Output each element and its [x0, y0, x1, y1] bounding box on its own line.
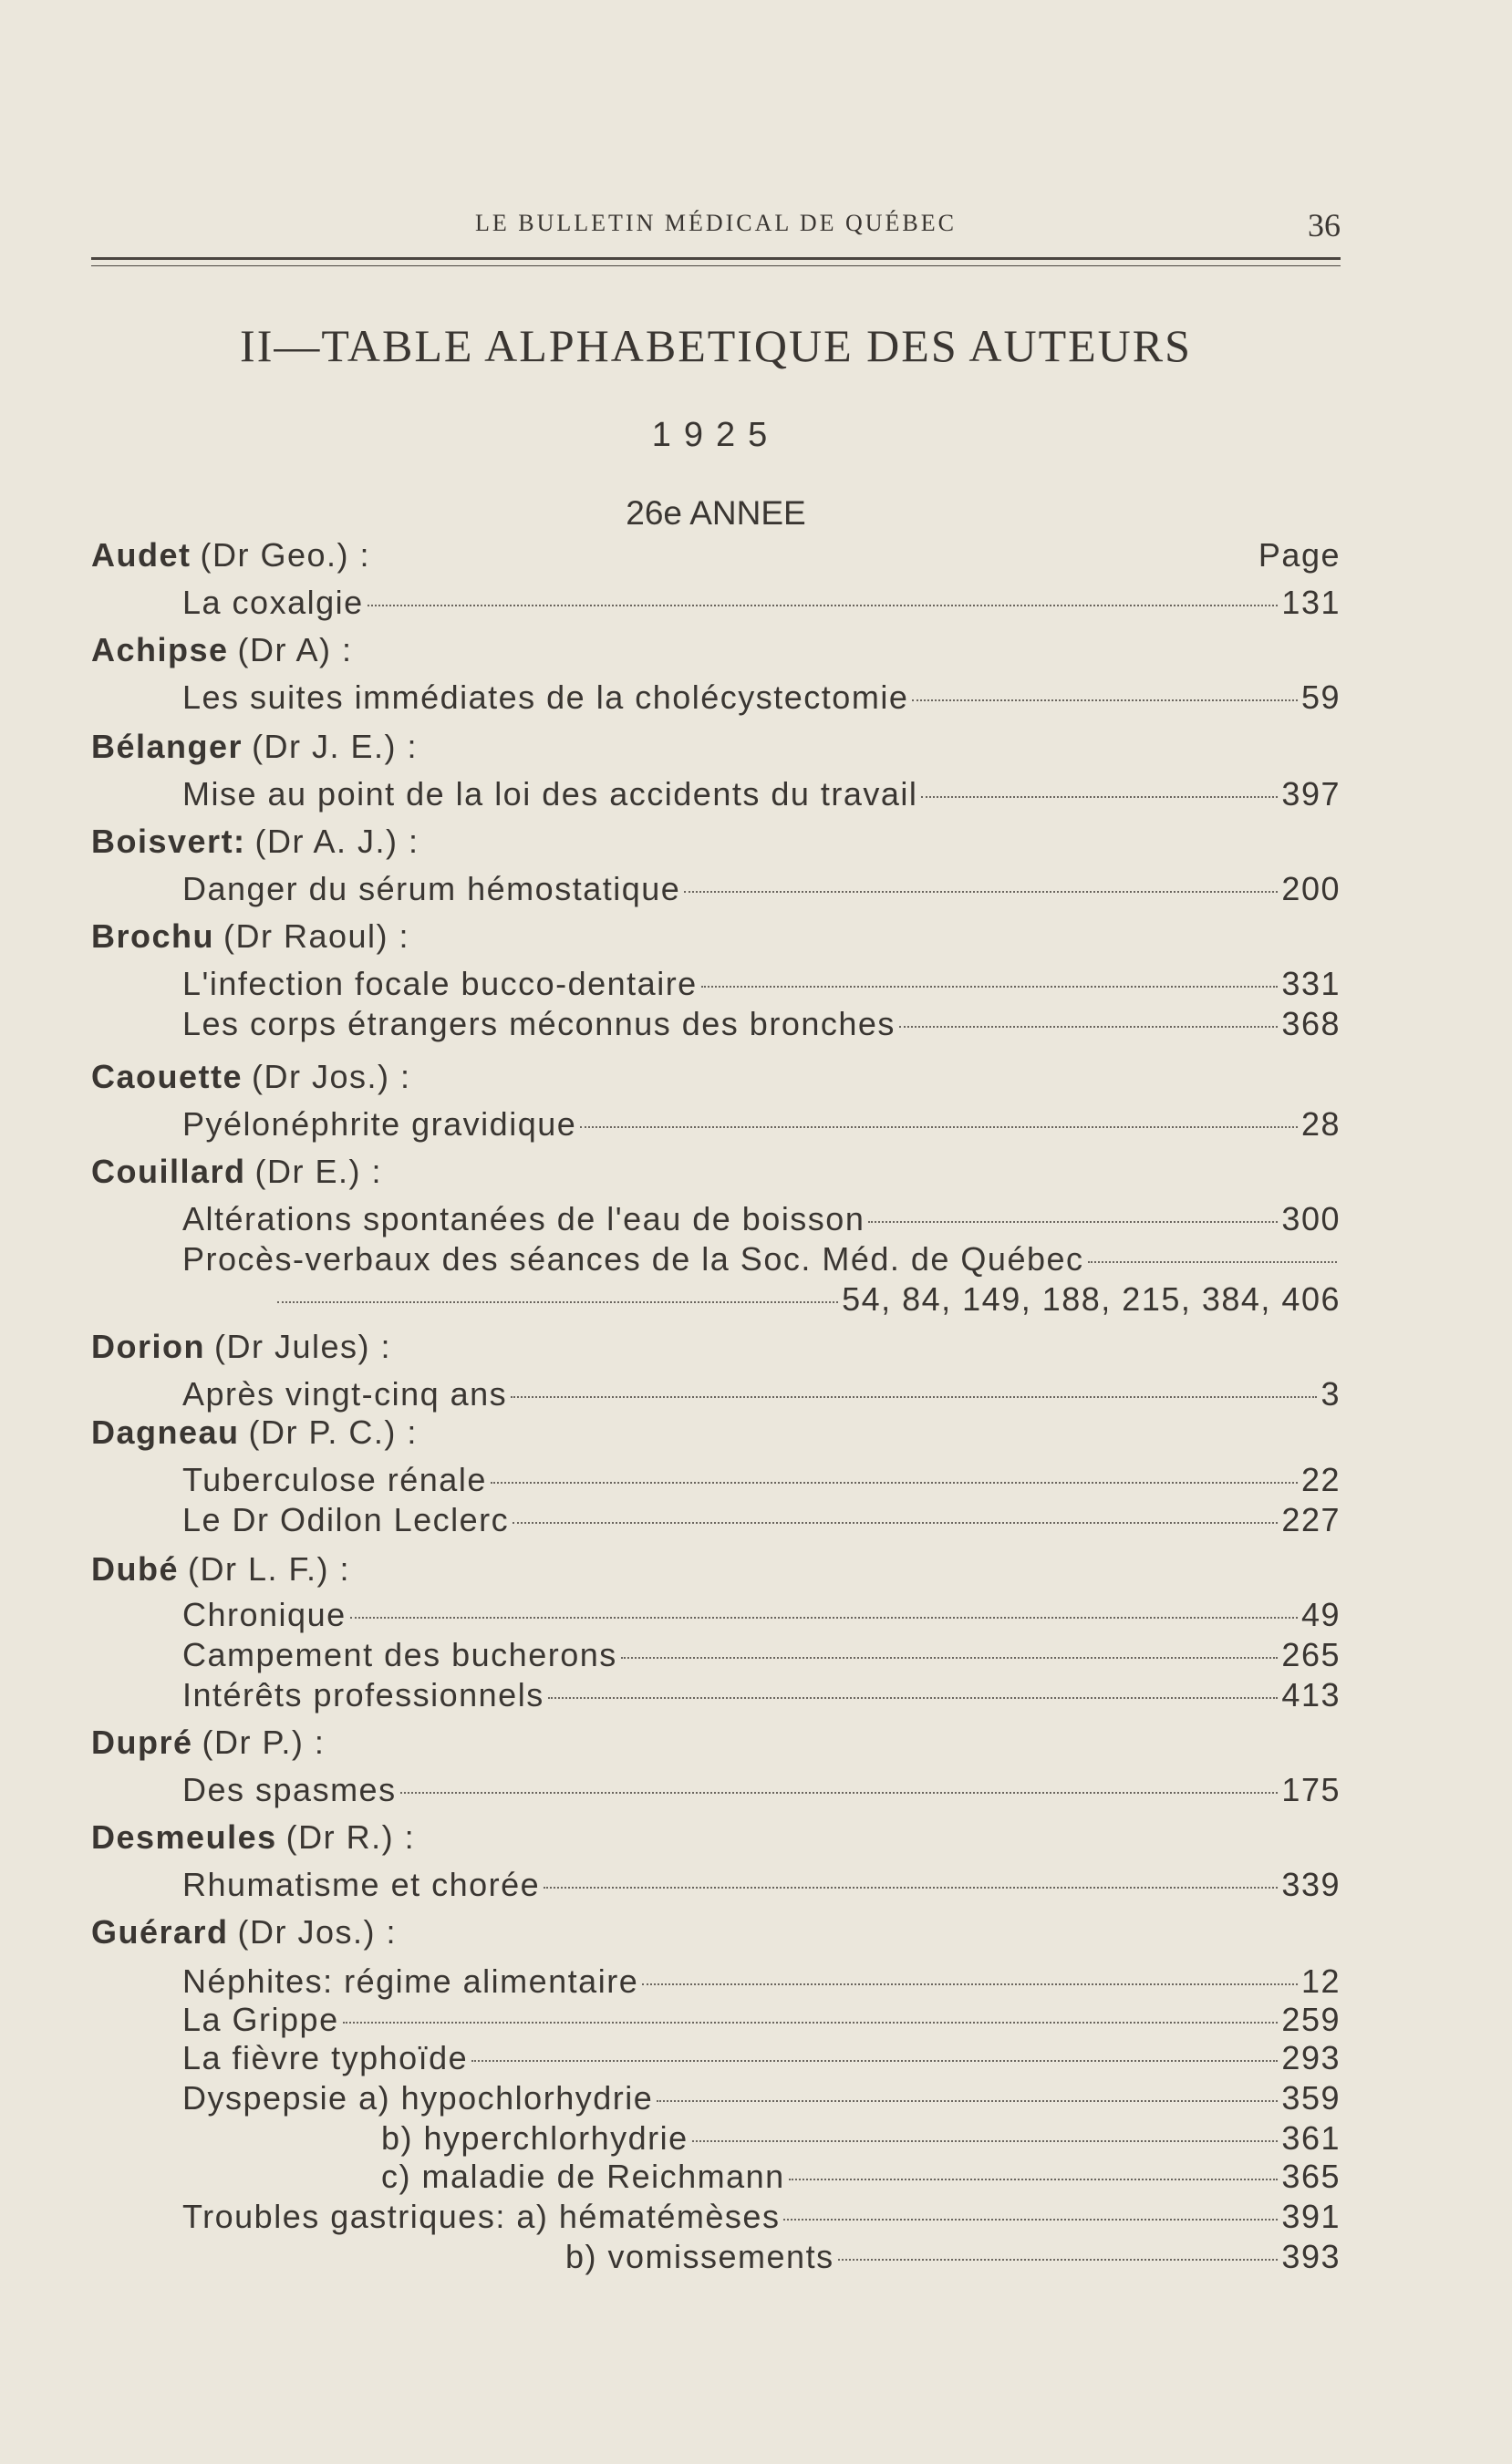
- index-entry: [182, 1676, 1341, 1716]
- entry-title: Intérêts professionnels: [182, 1676, 544, 1713]
- dot-leader: [921, 796, 1278, 798]
- entry-title: Altérations spontanées de l'eau de boisson: [182, 1200, 865, 1237]
- entry-page: 49: [1300, 1596, 1341, 1633]
- index-entry: [182, 1596, 1341, 1636]
- index-entry: [182, 1240, 1341, 1280]
- entry-page: 265: [1281, 1636, 1341, 1673]
- index-entry: [182, 678, 1341, 719]
- entry-title: Campement des bucherons: [182, 1636, 617, 1673]
- entry-title: Tuberculose rénale: [182, 1461, 487, 1498]
- entry-page: 339: [1281, 1866, 1341, 1903]
- index-entry: [182, 870, 1341, 910]
- dot-leader: [838, 2259, 1279, 2261]
- entry-title: La coxalgie: [182, 584, 364, 621]
- index-entry: [182, 1005, 1341, 1045]
- index-entry: [182, 2039, 1341, 2079]
- author-name: Boisvert:: [91, 823, 246, 860]
- entry-title: Néphites: régime alimentaire: [182, 1962, 639, 2000]
- entry-page: 12: [1300, 1962, 1341, 2000]
- dot-leader: [544, 1887, 1278, 1889]
- index-entry: [182, 1200, 1341, 1240]
- author-row: [91, 1818, 1341, 1858]
- page-number: 36: [1308, 207, 1341, 243]
- entry-title: La Grippe: [182, 2001, 339, 2038]
- index-entry: [381, 2119, 1341, 2159]
- author-row: [91, 1153, 1341, 1193]
- entry-title: Chronique: [182, 1596, 347, 1633]
- index-entry: [182, 1501, 1341, 1541]
- entry-title: b) vomissements: [565, 2238, 834, 2275]
- entry-title: Les suites immédiates de la cholécystectomie: [182, 678, 909, 716]
- entry-page: 293: [1281, 2039, 1341, 2076]
- index-entry: [182, 1866, 1341, 1906]
- dot-leader: [277, 1301, 838, 1303]
- author-row: [91, 1413, 1341, 1454]
- index-entry: [182, 584, 1341, 624]
- author-name: Dorion: [91, 1328, 205, 1365]
- author-name: Brochu: [91, 917, 214, 955]
- entry-page: 259: [1281, 2001, 1341, 2038]
- entry-page: 397: [1281, 775, 1341, 813]
- entry-page: 200: [1281, 870, 1341, 907]
- entry-page: 227: [1281, 1501, 1341, 1538]
- entry-page: 359: [1281, 2079, 1341, 2117]
- author-row: [91, 1328, 1341, 1368]
- author-row: [91, 1913, 1341, 1953]
- author-detail: (Dr Jos.) :: [237, 1913, 398, 1951]
- dot-leader: [368, 605, 1279, 606]
- dot-leader: [580, 1126, 1298, 1128]
- index-entry: [182, 1375, 1341, 1415]
- index-entry: [182, 2001, 1341, 2041]
- dot-leader: [692, 2140, 1279, 2142]
- entry-title: Les corps étrangers méconnus des bronches: [182, 1005, 896, 1042]
- page-column-label: Page: [1258, 536, 1341, 574]
- header-rule-thin: [91, 265, 1341, 266]
- entry-page: 365: [1281, 2158, 1341, 2195]
- dot-leader: [701, 986, 1279, 988]
- author-detail: (Dr P.) :: [202, 1724, 326, 1761]
- entry-title: b) hyperchlorhydrie: [381, 2119, 689, 2157]
- entry-page: 300: [1281, 1200, 1341, 1237]
- author-row: [91, 1550, 1341, 1590]
- dot-leader: [400, 1792, 1279, 1794]
- entry-page: 3: [1320, 1375, 1341, 1413]
- index-entry: [182, 775, 1341, 815]
- entry-page: 131: [1281, 584, 1341, 621]
- entry-page: 22: [1300, 1461, 1341, 1498]
- dot-leader: [513, 1522, 1278, 1524]
- entry-page: 393: [1281, 2238, 1341, 2275]
- dot-leader: [789, 2179, 1279, 2180]
- entry-title: Rhumatisme et chorée: [182, 1866, 541, 1903]
- entry-title: Troubles gastriques: a) hématémèses: [182, 2198, 781, 2235]
- entry-page: 28: [1300, 1105, 1341, 1143]
- author-detail: (Dr P. C.) :: [248, 1413, 418, 1451]
- index-entry: [182, 1105, 1341, 1145]
- author-detail: (Dr A) :: [237, 631, 353, 668]
- index-entry: [182, 1636, 1341, 1676]
- index-entry: [274, 1280, 1341, 1320]
- author-detail: (Dr Raoul) :: [223, 917, 410, 955]
- author-name: Couillard: [91, 1153, 246, 1190]
- running-header: [91, 206, 1341, 243]
- author-name: Dagneau: [91, 1413, 240, 1451]
- author-row: [91, 728, 1341, 768]
- dot-leader: [899, 1026, 1279, 1028]
- author-name: Achipse: [91, 631, 229, 668]
- entry-title: Mise au point de la loi des accidents du travail: [182, 775, 918, 813]
- dot-leader: [511, 1396, 1317, 1398]
- author-row: [91, 823, 1341, 863]
- author-name: Caouette: [91, 1058, 243, 1095]
- entry-page: 175: [1281, 1771, 1341, 1808]
- dot-leader: [684, 891, 1278, 893]
- author-row: [91, 536, 1341, 576]
- author-detail: (Dr J. E.) :: [252, 728, 419, 765]
- entry-title: Danger du sérum hémostatique: [182, 870, 681, 907]
- dot-leader: [548, 1697, 1279, 1699]
- author-row: [91, 631, 1341, 671]
- dot-leader: [783, 2219, 1278, 2221]
- entry-page: 368: [1281, 1005, 1341, 1042]
- index-entry: [182, 1461, 1341, 1501]
- entry-title: Le Dr Odilon Leclerc: [182, 1501, 510, 1538]
- index-entry: [381, 2158, 1341, 2198]
- author-row: [91, 917, 1341, 958]
- index-entry: [182, 965, 1341, 1005]
- author-detail: (Dr R.) :: [285, 1818, 416, 1856]
- author-name: Dupré: [91, 1724, 193, 1761]
- author-row: [91, 1058, 1341, 1098]
- dot-leader: [1088, 1261, 1337, 1263]
- author-detail: (Dr A. J.) :: [254, 823, 419, 860]
- running-title: LE BULLETIN MÉDICAL DE QUÉBEC: [475, 210, 957, 236]
- entry-title: L'infection focale bucco-dentaire: [182, 965, 698, 1002]
- entry-page: 331: [1281, 965, 1341, 1002]
- entry-title: Des spasmes: [182, 1771, 397, 1808]
- year: 1925: [651, 416, 781, 454]
- dot-leader: [343, 2022, 1279, 2024]
- entry-title: Après vingt-cinq ans: [182, 1375, 508, 1413]
- entry-page: 391: [1281, 2198, 1341, 2235]
- entry-page: 413: [1281, 1676, 1341, 1713]
- author-detail: (Dr E.) :: [254, 1153, 382, 1190]
- index-entry: [182, 1962, 1341, 2003]
- author-name: Dubé: [91, 1550, 179, 1588]
- author-detail: (Dr L. F.) :: [188, 1550, 350, 1588]
- dot-leader: [912, 699, 1298, 701]
- entry-page: 54, 84, 149, 188, 215, 384, 406: [842, 1280, 1341, 1318]
- author-detail: (Dr Geo.) :: [200, 536, 371, 574]
- dot-leader: [471, 2060, 1278, 2062]
- entry-title: La fièvre typhoïde: [182, 2039, 469, 2076]
- entry-title: Procès-verbaux des séances de la Soc. Méd. de Québec: [182, 1240, 1084, 1278]
- entry-title: c) maladie de Reichmann: [381, 2158, 785, 2195]
- dot-leader: [642, 1983, 1298, 1985]
- author-detail: (Dr Jos.) :: [252, 1058, 411, 1095]
- edition: 26e ANNEE: [626, 494, 806, 532]
- dot-leader: [621, 1657, 1279, 1659]
- author-row: [91, 1724, 1341, 1764]
- dot-leader: [491, 1482, 1298, 1484]
- entry-page: 59: [1300, 678, 1341, 716]
- index-entry: [565, 2238, 1341, 2278]
- entry-page: 361: [1281, 2119, 1341, 2157]
- dot-leader: [350, 1617, 1298, 1619]
- index-entry: [182, 1771, 1341, 1811]
- index-entry: [182, 2079, 1341, 2119]
- dot-leader: [868, 1221, 1278, 1223]
- index-entry: [182, 2198, 1341, 2238]
- page-title: II—TABLE ALPHABETIQUE DES AUTEURS: [240, 320, 1192, 371]
- author-name: Guérard: [91, 1913, 229, 1951]
- author-name: Audet: [91, 536, 192, 574]
- author-name: Desmeules: [91, 1818, 277, 1856]
- entry-title: Pyélonéphrite gravidique: [182, 1105, 577, 1143]
- author-name: Bélanger: [91, 728, 243, 765]
- header-rule-thick: [91, 257, 1341, 260]
- entry-title: Dyspepsie a) hypochlorhydrie: [182, 2079, 654, 2117]
- author-detail: (Dr Jules) :: [213, 1328, 391, 1365]
- dot-leader: [657, 2100, 1278, 2102]
